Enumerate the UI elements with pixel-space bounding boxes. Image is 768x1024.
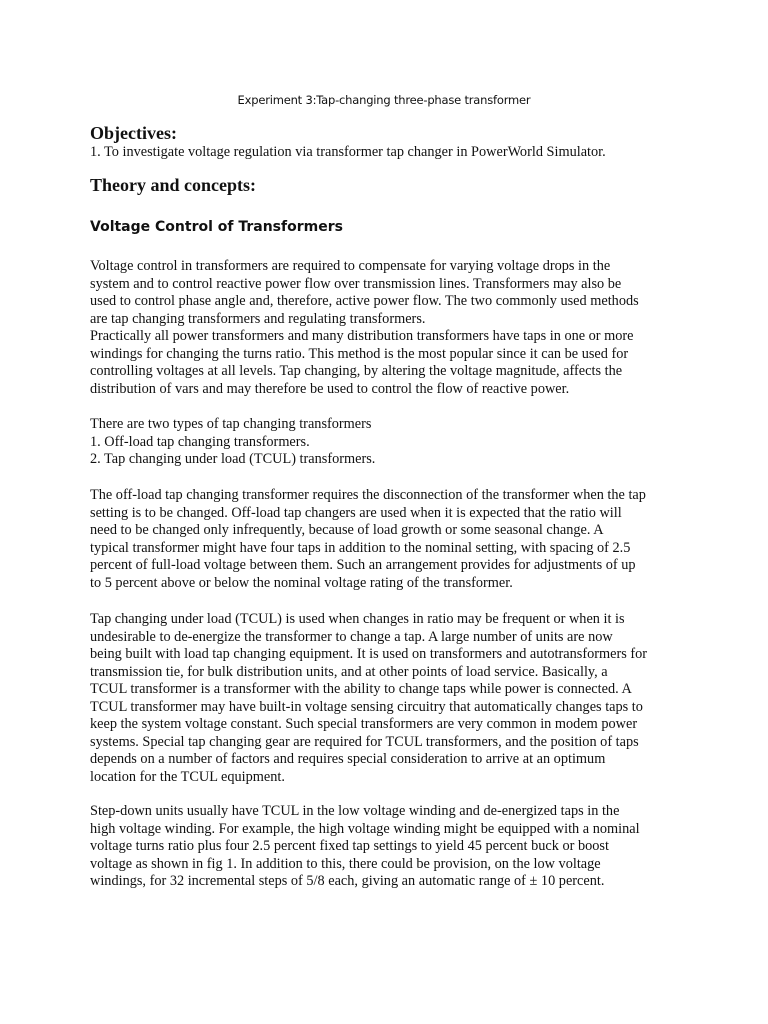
paragraph-line: keep the system voltage constant. Such special transformers are very common in modem power (90, 716, 638, 732)
paragraph-line: depends on a number of factors and requires special consideration to arrive at an optimum (90, 751, 606, 767)
paragraph-line: used to control phase angle and, therefore, active power flow. The two commonly used methods (90, 293, 639, 309)
paragraph-line: There are two types of tap changing transformers (90, 416, 372, 432)
objective-item-1: 1. To investigate voltage regulation via transformer tap changer in PowerWorld Simulator. (90, 144, 606, 160)
document-title: Experiment 3:Tap-changing three-phase transformer (237, 93, 531, 107)
paragraph-line: setting is to be changed. Off-load tap changers are used when it is expected that the ratio will (90, 504, 622, 521)
list-item: 1. Off-load tap changing transformers. (90, 433, 310, 450)
paragraph-line: systems. Special tap changing gear are required for TCUL transformers, and the position of taps (90, 733, 639, 750)
paragraph-line: percent of full-load voltage between them. Such an arrangement provides for adjustments of up (90, 557, 636, 573)
objectives-heading: Objectives: (90, 123, 177, 143)
paragraph-line: being built with load tap changing equipment. It is used on transformers and autotransformers for (90, 646, 648, 662)
list-item: 2. Tap changing under load (TCUL) transformers. (90, 451, 376, 467)
paragraph-line: Practically all power transformers and many distribution transformers have taps in one or more (90, 328, 634, 344)
paragraph-line: high voltage winding. For example, the high voltage winding might be equipped with a nominal (90, 820, 640, 837)
paragraph-line: Step-down units usually have TCUL in the low voltage winding and de-energized taps in the (90, 803, 620, 819)
paragraph-line: windings for changing the turns ratio. This method is the most popular since it can be used for (90, 345, 629, 362)
paragraph-line: transmission tie, for bulk distribution units, and at other points of load service. Basically, a (90, 663, 608, 680)
paragraph-line: Tap changing under load (TCUL) is used when changes in ratio may be frequent or when it is (90, 611, 625, 627)
paragraph-line: TCUL transformer is a transformer with the ability to change taps while power is connected. A (90, 681, 632, 697)
paragraph-line: undesirable to de-energize the transformer to change a tap. A large number of units are now (90, 628, 613, 645)
paragraph-line: voltage as shown in fig 1. In addition to this, there could be provision, on the low voltage (90, 855, 601, 872)
paragraph-line: location for the TCUL equipment. (90, 768, 285, 785)
paragraph-line: distribution of vars and may therefore be used to control the flow of reactive power. (90, 380, 570, 397)
paragraph-line: are tap changing transformers and regulating transformers. (90, 310, 426, 327)
paragraph-line: The off-load tap changing transformer requires the disconnection of the transformer when the tap (90, 487, 646, 503)
paragraph-line: controlling voltages at all levels. Tap changing, by altering the voltage magnitude, affects the (90, 363, 623, 379)
section-heading: Voltage Control of Transformers (90, 219, 343, 235)
paragraph-line: TCUL transformer may have built-in voltage sensing circuitry that automatically changes taps to (90, 698, 643, 715)
paragraph-line: voltage turns ratio plus four 2.5 percent fixed tap settings to yield 45 percent buck or boost (90, 838, 609, 854)
paragraph-line: typical transformer might have four taps in addition to the nominal setting, with spacing of 2.5 (90, 539, 631, 556)
paragraph-line: system and to control reactive power flow over transmission lines. Transformers may also be (90, 275, 622, 292)
paragraph-line: to 5 percent above or below the nominal voltage rating of the transformer. (90, 574, 513, 591)
paragraph-line: need to be changed only infrequently, because of load growth or some seasonal change. A (90, 522, 604, 538)
paragraph-line: Voltage control in transformers are required to compensate for varying voltage drops in the (90, 258, 611, 274)
theory-heading: Theory and concepts: (90, 175, 256, 195)
paragraph-line: windings, for 32 incremental steps of 5/8 each, giving an automatic range of ± 10 percent. (90, 873, 605, 889)
